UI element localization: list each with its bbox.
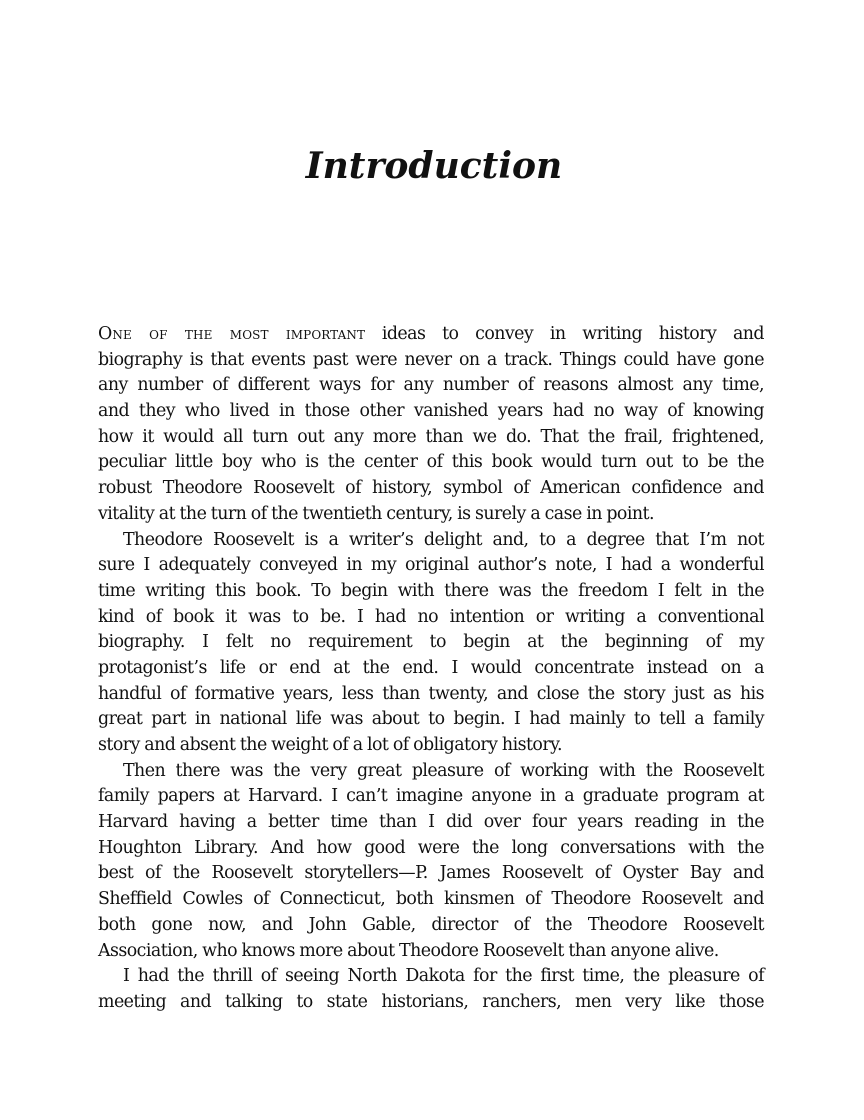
text-line: I had the thrill of seeing North Dakota for the first time, the pleasure of xyxy=(123,966,764,987)
body-text xyxy=(98,322,764,1016)
text-line: how it would all turn out any more than we do. That the frail, frightened, xyxy=(98,426,764,447)
text-line: handful of formative years, less than twenty, and close the story just as his xyxy=(98,683,764,704)
text-line: kind of book it was to be. I had no intention or writing a conventional xyxy=(98,606,764,627)
text-line: great part in national life was about to begin. I had mainly to tell a family xyxy=(98,709,764,730)
text-line: biography. I felt no requirement to begin at the beginning of my xyxy=(98,632,764,653)
text-line: Harvard having a better time than I did over four years reading in the xyxy=(98,812,764,833)
text-line: protagonist’s life or end at the end. I would concentrate instead on a xyxy=(98,657,764,678)
chapter-title: Introduction xyxy=(305,145,563,187)
text-line: meeting and talking to state historians, ranchers, men very like those xyxy=(98,991,764,1012)
text-line: time writing this book. To begin with there was the freedom I felt in the xyxy=(98,580,764,601)
text-line: and they who lived in those other vanished years had no way of knowing xyxy=(98,401,764,422)
text-line: Houghton Library. And how good were the long conversations with the xyxy=(98,837,764,858)
text-line: sure I adequately conveyed in my original author’s note, I had a wonderful xyxy=(98,555,764,576)
text-line: best of the Roosevelt storytellers—P. James Roosevelt of Oyster Bay and xyxy=(98,863,764,884)
text-line: story and absent the weight of a lot of obligatory history. xyxy=(98,735,563,755)
text-line: vitality at the turn of the twentieth century, is surely a case in point. xyxy=(98,503,654,524)
text-line: family papers at Harvard. I can’t imagine anyone in a graduate program at xyxy=(98,786,764,807)
small-caps-lead-in: One of the most important xyxy=(98,324,366,344)
text-line: Association, who knows more about Theodore Roosevelt than anyone alive. xyxy=(98,940,719,961)
text-line: Theodore Roosevelt is a writer’s delight and, to a degree that I’m not xyxy=(123,529,764,550)
text-line-content: ideas to convey in writing history and xyxy=(365,324,764,344)
text-line: robust Theodore Roosevelt of history, symbol of American confidence and xyxy=(98,478,764,499)
text-line: peculiar little boy who is the center of this book would turn out to be the xyxy=(98,452,764,473)
text-line: Sheffield Cowles of Connecticut, both kinsmen of Theodore Roosevelt and xyxy=(98,889,764,910)
text-line: Then there was the very great pleasure of working with the Roosevelt xyxy=(123,760,764,781)
text-line: any number of different ways for any number of reasons almost any time, xyxy=(98,375,764,396)
text-line: both gone now, and John Gable, director of the Theodore Roosevelt xyxy=(98,914,764,935)
text-line: biography is that events past were never on a track. Things could have gone xyxy=(98,349,764,370)
text-line xyxy=(98,322,764,348)
